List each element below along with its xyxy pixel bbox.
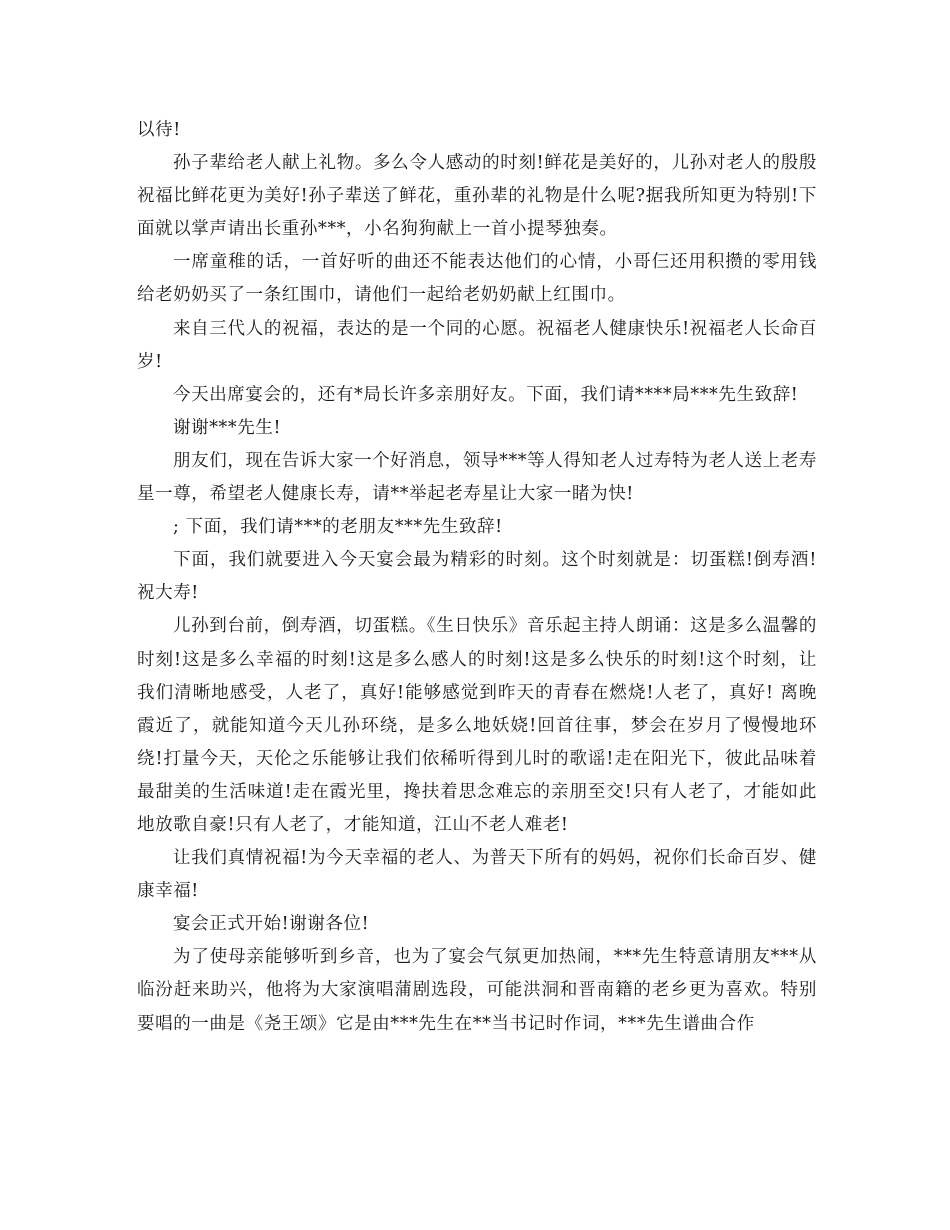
paragraph: 下面，我们就要进入今天宴会最为精彩的时刻。这个时刻就是：切蛋糕!倒寿酒!祝大寿! <box>137 550 817 604</box>
paragraph: 孙子辈给老人献上礼物。多么令人感动的时刻!鲜花是美好的，儿孙对老人的殷殷祝福比鲜花更为美好!孙子辈送了鲜花，重孙辈的礼物是什么呢?据我所知更为特别!下面就以掌声请出长重孙***，小名狗狗献上一首小提琴独奏。 <box>137 153 817 240</box>
paragraph: 来自三代人的祝福，表达的是一个同的心愿。祝福老人健康快乐!祝福老人长命百岁! <box>137 318 817 372</box>
paragraph: 为了使母亲能够听到乡音，也为了宴会气氛更加热闹，***先生特意请朋友***从临汾赶来助兴，他将为大家演唱蒲剧选段，可能洪洞和晋南籍的老乡更为喜欢。特别要唱的一曲是《尧王颂》它是由***先生在**当书记时作词，***先生谱曲合作 <box>137 947 817 1034</box>
paragraph: 宴会正式开始!谢谢各位! <box>173 914 370 935</box>
paragraph: 儿孙到台前，倒寿酒，切蛋糕。《生日快乐》音乐起主持人朗诵：这是多么温馨的时刻!这是多么幸福的时刻!这是多么感人的时刻!这是多么快乐的时刻!这个时刻，让我们清晰地感受，人老了，真好!能够感觉到昨天的青春在燃烧!人老了，真好! 离晚霞近了，就能知道今天儿孙环绕，是多么地妖娆!回首往事，梦会在岁月了慢慢地环绕!打量今天，天伦之乐能够让我们依稀听得到儿时的歌谣!走在阳光下，彼此品味着最甜美的生活味道!走在霞光里，搀扶着思念难忘的亲朋至交!只有人老了，才能如此地放歌自豪!只有人老了，才能知道，江山不老人难老! <box>137 616 817 835</box>
paragraph: 让我们真情祝福!为今天幸福的老人、为普天下所有的妈妈，祝你们长命百岁、健康幸福! <box>137 848 817 902</box>
paragraph: 谢谢***先生! <box>173 417 282 438</box>
document-body <box>137 114 817 1041</box>
paragraph: 今天出席宴会的，还有*局长许多亲朋好友。下面，我们请****局***先生致辞! <box>173 384 799 405</box>
paragraph: 朋友们，现在告诉大家一个好消息，领导***等人得知老人过寿特为老人送上老寿星一尊，希望老人健康长寿，请**举起老寿星让大家一睹为快! <box>137 450 817 505</box>
paragraph: ; 下面，我们请***的老朋友***先生致辞! <box>173 517 503 538</box>
paragraph: 一席童稚的话，一首好听的曲还不能表达他们的心情，小哥仨还用积攒的零用钱给老奶奶买了一条红围巾，请他们一起给老奶奶献上红围巾。 <box>137 252 817 306</box>
paragraph: 以待! <box>137 120 181 140</box>
